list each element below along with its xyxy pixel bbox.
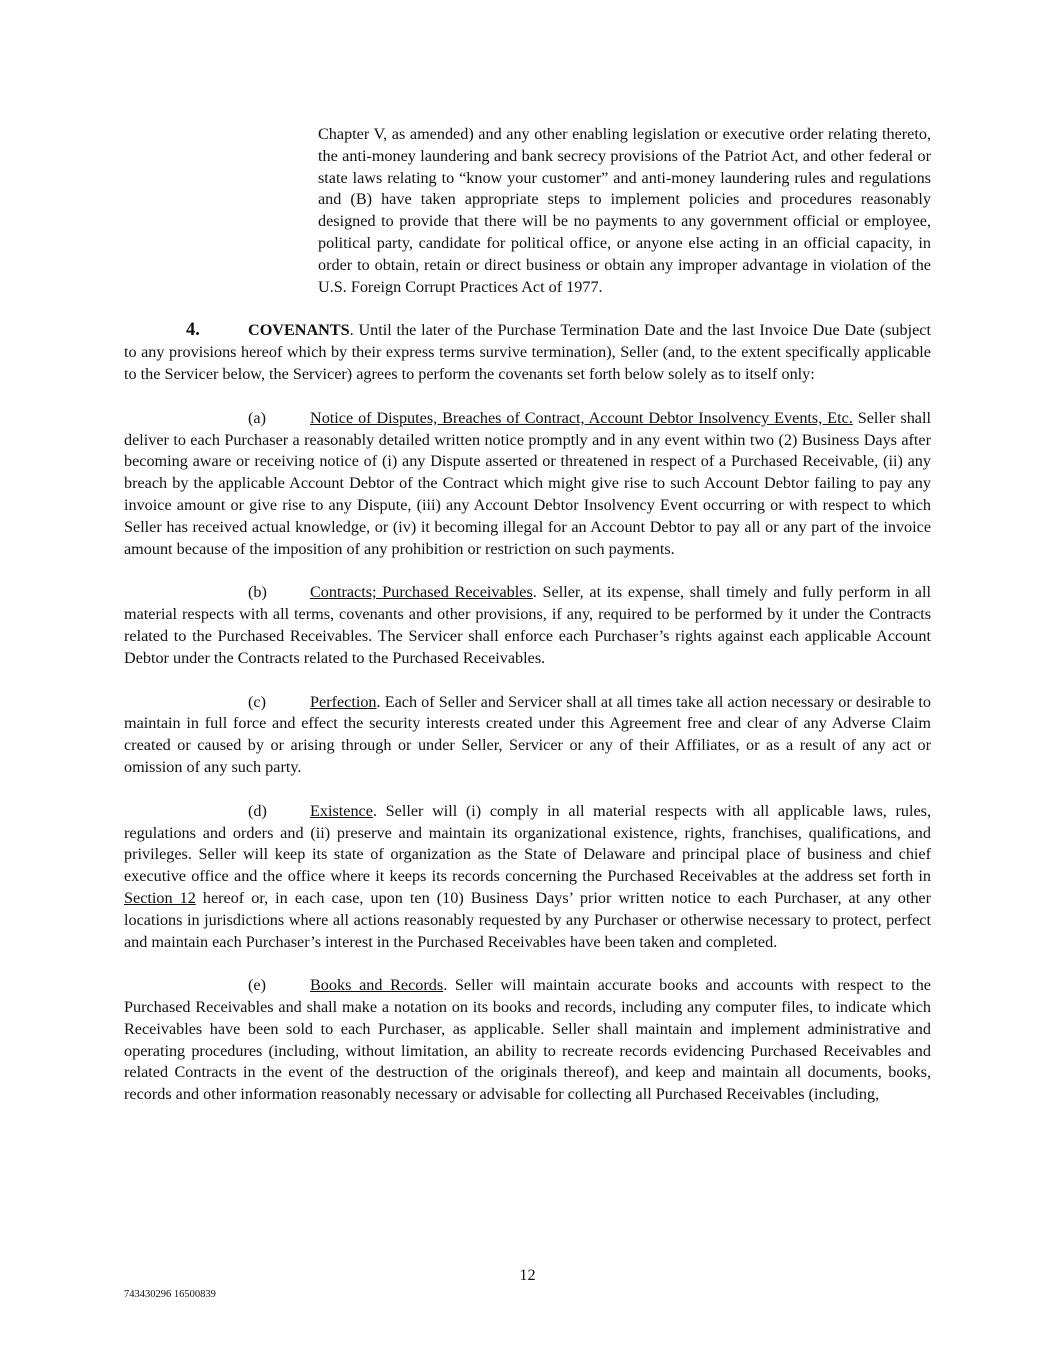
subsection-label: (e)	[248, 976, 266, 995]
subsection-body-continued: hereof or, in each case, upon ten (10) Business Days’ prior written notice to each Purchaser, at any other locations in jurisdictions where all actions reasonably requested by any Purchaser or otherwise necessary to protect, perfect and maintain each Purchaser’s interest in the Purchased Receivables have been taken and completed.	[124, 888, 931, 951]
page-number: 12	[519, 1266, 536, 1284]
section-title: COVENANTS	[248, 321, 350, 340]
spacer	[124, 386, 931, 408]
subsection-label: (a)	[248, 408, 266, 427]
subsection-e	[124, 975, 931, 1106]
subsection-heading: Notice of Disputes, Breaches of Contract, Account Debtor Insolvency Events, Etc.	[310, 408, 853, 427]
subsection-heading: Perfection	[310, 692, 377, 711]
subsection-label: (b)	[248, 583, 267, 602]
subsection-body: . Seller will (i) comply in all material respects with all applicable laws, rules, regulations and orders and (ii) preserve and maintain its organizational existence, rights, franchises, qualifications, and privileges. Seller will keep its state of organization as the State of Delaware and principal place of business and chief executive office and the office where it keeps its records concerning the Purchased Receivables at the address set forth in	[124, 801, 931, 886]
section-reference-link: Section 12	[124, 888, 196, 907]
section-number: 4.	[186, 320, 200, 341]
spacer	[124, 298, 931, 320]
subsection-a	[124, 408, 931, 561]
document-id: 743430296 16500839	[124, 1289, 216, 1300]
spacer	[124, 779, 931, 801]
spacer	[124, 560, 931, 582]
subsection-body: . Seller will maintain accurate books and accounts with respect to the Purchased Receivables and shall make a notation on its books and records, including any computer files, to indicate which Receivables have been sold to each Purchaser, as applicable. Seller shall maintain and implement administrative and operating procedures (including, without limitation, an ability to recreate records evidencing Purchased Receivables and related Contracts in the event of the destruction of the originals thereof), and keep and maintain all documents, books, records and other information reasonably necessary or advisable for collecting all Purchased Receivables (including,	[124, 976, 931, 1104]
subsection-body: . Seller, at its expense, shall timely and fully perform in all material respects with all terms, covenants and other provisions, if any, required to be performed by it under the Contracts related to the Purchased Receivables. The Servicer shall enforce each Purchaser’s rights against each applicable Account Debtor under the Contracts related to the Purchased Receivables.	[124, 583, 931, 667]
subsection-heading: Contracts; Purchased Receivables	[310, 583, 533, 602]
subsection-heading: Books and Records	[310, 976, 444, 995]
spacer	[124, 670, 931, 692]
spacer	[124, 953, 931, 975]
subsection-label: (c)	[248, 692, 266, 711]
section-intro: . Until the later of the Purchase Termination Date and the last Invoice Due Date (subject to any provisions hereof which by their express terms survive termination), Seller (and, to the extent specifically applicable to the Servicer below, the Servicer) agrees to perform the covenants set forth below solely as to itself only:	[124, 321, 931, 383]
subsection-c	[124, 692, 931, 779]
subsection-heading: Existence	[310, 801, 373, 820]
subsection-body: . Each of Seller and Servicer shall at all times take all action necessary or desirable to maintain in full force and effect the security interests created under this Agreement free and clear of any Adverse Claim created or caused by or arising through or under Seller, Servicer or any of their Affiliates, or as a result of any act or omission of any such party.	[124, 692, 931, 776]
subsection-d	[124, 801, 931, 954]
document-page	[124, 124, 931, 1106]
subsection-label: (d)	[248, 801, 267, 820]
subsection-b	[124, 582, 931, 669]
section-4-paragraph	[124, 320, 931, 385]
subsection-body: Seller shall deliver to each Purchaser a reasonably detailed written notice promptly and in any event within two (2) Business Days after becoming aware or receiving notice of (i) any Dispute asserted or threatened in respect of a Purchased Receivable, (ii) any breach by the applicable Account Debtor of the Contract which might give rise to such Account Debtor failing to pay any invoice amount or give rise to any Dispute, (iii) any Account Debtor Insolvency Event occurring or with respect to which Seller has received actual knowledge, or (iv) it becoming illegal for an Account Debtor to pay all or any part of the invoice amount because of the imposition of any prohibition or restriction on such payments.	[124, 408, 931, 558]
continuation-paragraph: Chapter V, as amended) and any other enabling legislation or executive order relating thereto, the anti-money laundering and bank secrecy provisions of the Patriot Act, and other federal or state laws relating to “know your customer” and anti-money laundering rules and regulations and (B) have taken appropriate steps to implement policies and procedures reasonably designed to provide that there will be no payments to any government official or employee, political party, candidate for political office, or anyone else acting in an official capacity, in order to obtain, retain or direct business or obtain any improper advantage in violation of the U.S. Foreign Corrupt Practices Act of 1977.	[318, 125, 931, 296]
